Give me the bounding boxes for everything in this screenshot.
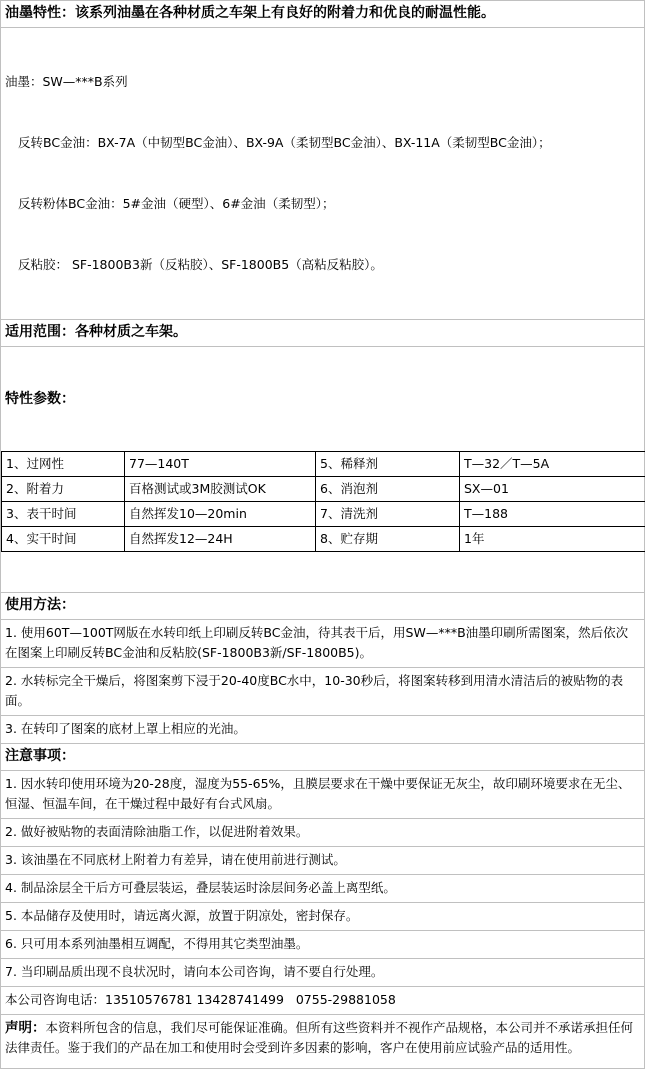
scope-heading: 适用范围：各种材质之车架。 [1, 320, 644, 347]
param-label: 3、表干时间 [2, 502, 125, 527]
ink-series-section [1, 28, 644, 320]
param-value: 1年 [460, 527, 645, 552]
param-value: 自然挥发10—20min [125, 502, 316, 527]
ink-series-adhesive: 反粘胶： SF-1800B3新（反粘胶）、SF-1800B5（高粘反粘胶）。 [5, 254, 640, 275]
usage-item-2: 2. 水转标完全干燥后，将图案剪下浸于20-40度BC水中，10-30秒后，将图案转移到用清水清洁后的被贴物的表面。 [1, 668, 644, 716]
note-item-2: 2. 做好被贴物的表面清除油脂工作，以促进附着效果。 [1, 819, 644, 847]
param-value: SX—01 [460, 477, 645, 502]
statement-section [1, 1015, 644, 1068]
note-item-1: 1. 因水转印使用环境为20-28度，湿度为55-65%，且膜层要求在干燥中要保证无灰尘，故印刷环境要求在无尘、恒湿、恒温车间，在干燥过程中最好有台式风扇。 [1, 771, 644, 819]
param-value: T—32／T—5A [460, 452, 645, 477]
param-value: 百格测试或3M胶测试OK [125, 477, 316, 502]
note-item-5: 5. 本品储存及使用时，请远离火源，放置于阴凉处，密封保存。 [1, 903, 644, 931]
param-label: 1、过网性 [2, 452, 125, 477]
statement-body: 本资料所包含的信息，我们尽可能保证准确。但所有这些资料并不视作产品规格，本公司并不承诺承担任何法律责任。鉴于我们的产品在加工和使用时会受到许多因素的影响，客户在使用前应试验产品的适用性。 [5, 1020, 633, 1055]
ink-series-bc-gold-oil: 反转BC金油：BX-7A（中韧型BC金油）、BX-9A（柔韧型BC金油）、BX-11A（柔韧型BC金油）； [5, 132, 640, 153]
params-heading: 特性参数： [1, 390, 644, 411]
param-value: T—188 [460, 502, 645, 527]
params-row [2, 502, 645, 527]
usage-item-3: 3. 在转印了图案的底材上罩上相应的光油。 [1, 716, 644, 744]
param-label: 7、清洗剂 [316, 502, 460, 527]
params-section [1, 347, 644, 593]
param-label: 4、实干时间 [2, 527, 125, 552]
param-value: 自然挥发12—24H [125, 527, 316, 552]
params-table [1, 451, 645, 552]
notes-heading: 注意事项： [1, 744, 644, 771]
statement-label: 声明： [5, 1020, 46, 1036]
ink-properties-heading: 油墨特性：该系列油墨在各种材质之车架上有良好的附着力和优良的耐温性能。 [1, 1, 644, 28]
param-label: 6、消泡剂 [316, 477, 460, 502]
note-item-6: 6. 只可用本系列油墨相互调配，不得用其它类型油墨。 [1, 931, 644, 959]
contact-phone-line: 本公司咨询电话：13510576781 13428741499 0755-29881058 [1, 987, 644, 1015]
params-row [2, 477, 645, 502]
param-label: 5、稀释剂 [316, 452, 460, 477]
note-item-7: 7. 当印刷品质出现不良状况时，请向本公司咨询，请不要自行处理。 [1, 959, 644, 987]
note-item-3: 3. 该油墨在不同底材上附着力有差异，请在使用前进行测试。 [1, 847, 644, 875]
usage-heading: 使用方法： [1, 593, 644, 620]
param-value: 77—140T [125, 452, 316, 477]
ink-series-title: 油墨：SW—***B系列 [5, 71, 640, 92]
params-row [2, 527, 645, 552]
note-item-4: 4. 制品涂层全干后方可叠层装运，叠层装运时涂层间务必盖上离型纸。 [1, 875, 644, 903]
usage-item-1: 1. 使用60T—100T网版在水转印纸上印刷反转BC金油，待其表干后，用SW—***B油墨印刷所需图案，然后依次在图案上印刷反转BC金油和反粘胶(SF-1800B3新/SF-1800B5)。 [1, 620, 644, 668]
ink-series-powder-bc-gold-oil: 反转粉体BC金油：5#金油（硬型）、6#金油（柔韧型）； [5, 193, 640, 214]
param-label: 2、附着力 [2, 477, 125, 502]
param-label: 8、贮存期 [316, 527, 460, 552]
params-row [2, 452, 645, 477]
